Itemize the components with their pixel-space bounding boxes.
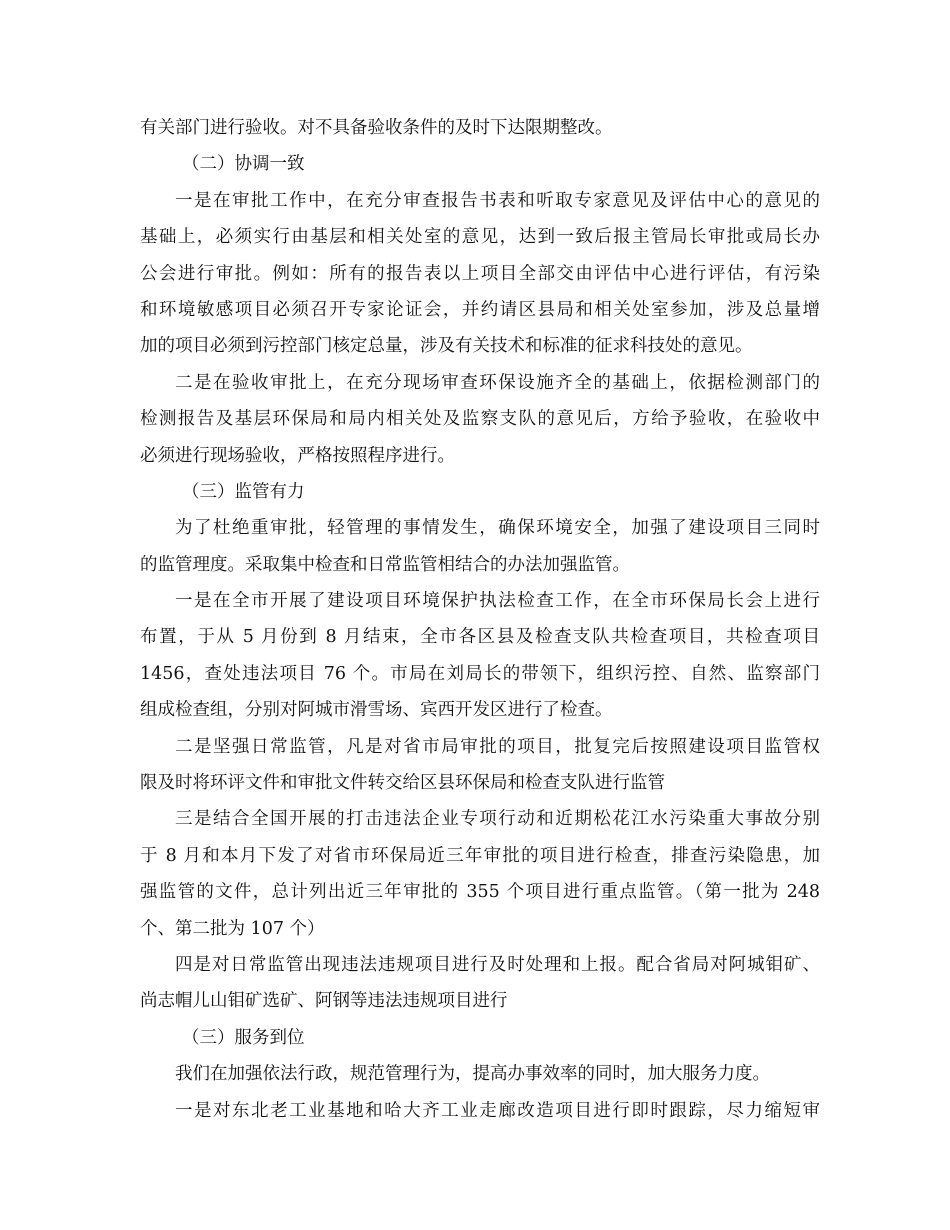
paragraph-line: 一是对东北老工业基地和哈大齐工业走廊改造项目进行即时跟踪，尽力缩短审 — [175, 1100, 820, 1121]
section-heading: （三）监管有力 — [182, 481, 305, 502]
paragraph-line: 尚志帽儿山钼矿选矿、阿钢等违法违规项目进行 — [140, 991, 508, 1012]
paragraph-line: 检测报告及基层环保局和局内相关处及监察支队的意见后，方给予验收，在验收中 — [140, 409, 820, 430]
paragraph-line: 公会进行审批。例如：所有的报告表以上项目全部交由评估中心进行评估，有污染 — [140, 263, 820, 284]
paragraph-line: 二是在验收审批上，在充分现场审查环保设施齐全的基础上，依据检测部门的 — [175, 372, 820, 393]
paragraph-line: 限及时将环评文件和审批文件转交给区县环保局和检查支队进行监管 — [140, 773, 665, 794]
paragraph-line: 组成检查组，分别对阿城市滑雪场、宾西开发区进行了检查。 — [140, 700, 613, 721]
paragraph-line: 1456，查处违法项目 76 个。市局在刘局长的带领下，组织污控、自然、监察部门 — [140, 663, 820, 684]
paragraph-line: 一是在全市开展了建设项目环境保护执法检查工作，在全市环保局长会上进行 — [175, 591, 820, 612]
paragraph-line: 的监管理度。采取集中检查和日常监管相结合的办法加强监管。 — [140, 554, 630, 575]
paragraph-line: 三是结合全国开展的打击违法企业专项行动和近期松花江水污染重大事故分别 — [175, 809, 820, 830]
paragraph-line: 四是对日常监管出现违法违规项目进行及时处理和上报。配合省局对阿城钼矿、 — [175, 954, 820, 975]
paragraph-line: 一是在审批工作中，在充分审查报告书表和听取专家意见及评估中心的意见的 — [175, 190, 820, 211]
paragraph-line: 和环境敏感项目必须召开专家论证会，并约请区县局和相关处室参加，涉及总量增 — [140, 299, 820, 320]
paragraph-line: 为了杜绝重审批，轻管理的事情发生，确保环境安全，加强了建设项目三同时 — [175, 518, 820, 539]
paragraph-line: 我们在加强依法行政，规范管理行为，提高办事效率的同时，加大服务力度。 — [175, 1064, 770, 1085]
paragraph-line: 个、第二批为 107 个） — [140, 918, 325, 939]
paragraph-line: 有关部门进行验收。对不具备验收条件的及时下达限期整改。 — [140, 118, 613, 138]
paragraph-line: 二是坚强日常监管，凡是对省市局审批的项目，批复完后按照建设项目监管权 — [175, 736, 820, 757]
paragraph-line: 布置，于从 5 月份到 8 月结束，全市各区县及检查支队共检查项目，共检查项目 — [140, 627, 820, 648]
paragraph-line: 加的项目必须到污控部门核定总量，涉及有关技术和标准的征求科技处的意见。 — [140, 336, 753, 357]
paragraph-line: 基础上，必须实行由基层和相关处室的意见，达到一致后报主管局长审批或局长办 — [140, 227, 820, 248]
section-heading: （三）服务到位 — [182, 1027, 305, 1048]
paragraph-line: 于 8 月和本月下发了对省市环保局近三年审批的项目进行检查，排查污染隐患，加 — [140, 845, 820, 866]
document-body — [140, 110, 820, 1129]
paragraph-line: 必须进行现场验收，严格按照程序进行。 — [140, 445, 455, 466]
section-heading: （二）协调一致 — [182, 154, 305, 175]
paragraph-line: 强监管的文件，总计列出近三年审批的 355 个项目进行重点监管。（第一批为 248 — [140, 882, 820, 903]
